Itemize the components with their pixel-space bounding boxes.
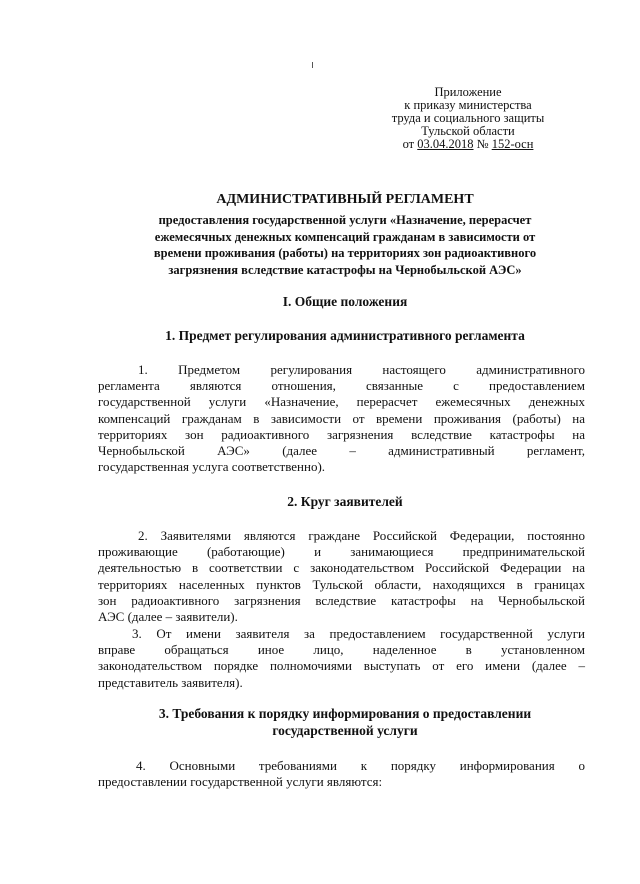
document-subtitle [90,212,600,278]
paragraph-line: 4. Основными требованиями к порядку информирования о [136,758,585,773]
paragraph-2 [98,528,585,625]
paragraph-line: Чернобыльской АЭС» (далее – административный регламент, [98,442,585,458]
paragraph-line: государственной услуги «Назначение, перерасчет ежемесячных денежных [98,394,585,410]
paragraph-line: представитель заявителя). [98,674,243,690]
paragraph-3 [98,626,585,691]
order-date: 03.04.2018 [417,137,474,151]
paragraph-line: территориях зон радиоактивного загрязнения вследствие катастрофы на [98,426,585,442]
appendix-date-line [360,138,576,151]
subtitle-line: загрязнения вследствие катастрофы на Чернобыльской АЭС» [168,262,522,277]
paragraph-line: зон радиоактивного загрязнения вследствие катастрофы на Чернобыльской [98,592,585,608]
paragraph-line: предоставлении государственной услуги являются: [98,774,383,790]
paragraph-line: законодательством порядке полномочиями выступать от его имени (далее – [98,658,585,674]
paragraph-line: территориях населенных пунктов Тульской области, находящихся в границах [98,576,585,592]
paragraph-line: 3. От имени заявителя за предоставлением государственной услуги [132,626,585,641]
section-heading: I. Общие положения [282,294,408,309]
appendix-line: к приказу министерства [404,98,532,112]
paragraph-line: государственная услуга соответственно). [98,459,326,475]
paragraph-line: вправе обращаться иное лицо, наделенное в установленном [98,642,585,658]
paragraph-line: проживающие (работающие) и занимающиеся предпринимательской [98,544,585,560]
date-prefix: от [402,137,415,151]
subsection-heading: 1. Предмет регулирования административного регламента [165,328,525,343]
appendix-line: Тульской области [421,124,515,138]
subsection-heading: 2. Круг заявителей [287,494,403,509]
paragraph-line: АЭС (далее – заявители). [98,608,238,624]
heading-line: государственной услуги [272,722,418,738]
paragraph-line: деятельностью в соответствии с законодательством Российской Федерации на [98,560,585,576]
subsection-heading [90,706,600,739]
appendix-line: труда и социального защиты [391,111,545,125]
scan-mark [312,62,313,68]
document-title: АДМИНИСТРАТИВНЫЙ РЕГЛАМЕНТ [216,192,474,207]
subtitle-line: времени проживания (работы) на территориях зон радиоактивного [153,246,537,260]
subtitle-line: предоставления государственной услуги «Назначение, перерасчет [158,213,532,227]
subtitle-line: ежемесячных денежных компенсаций гражданам в зависимости от [154,229,536,244]
paragraph-line: компенсаций гражданам в зависимости от времени проживания (работы) на [98,410,585,426]
paragraph-line: 2. Заявителями являются граждане Российской Федерации, постоянно [138,528,585,543]
paragraph-line: 1. Предметом регулирования настоящего административного [138,362,585,377]
heading-line: 3. Требования к порядку информирования о предоставлении [158,706,532,721]
paragraph-4 [98,758,585,790]
appendix-block [360,86,576,151]
number-sign: № [476,137,489,151]
paragraph-1 [98,362,585,475]
appendix-line: Приложение [434,85,502,99]
order-number: 152-осн [491,137,534,151]
paragraph-line: регламента являются отношения, связанные с предоставлением [98,378,585,394]
